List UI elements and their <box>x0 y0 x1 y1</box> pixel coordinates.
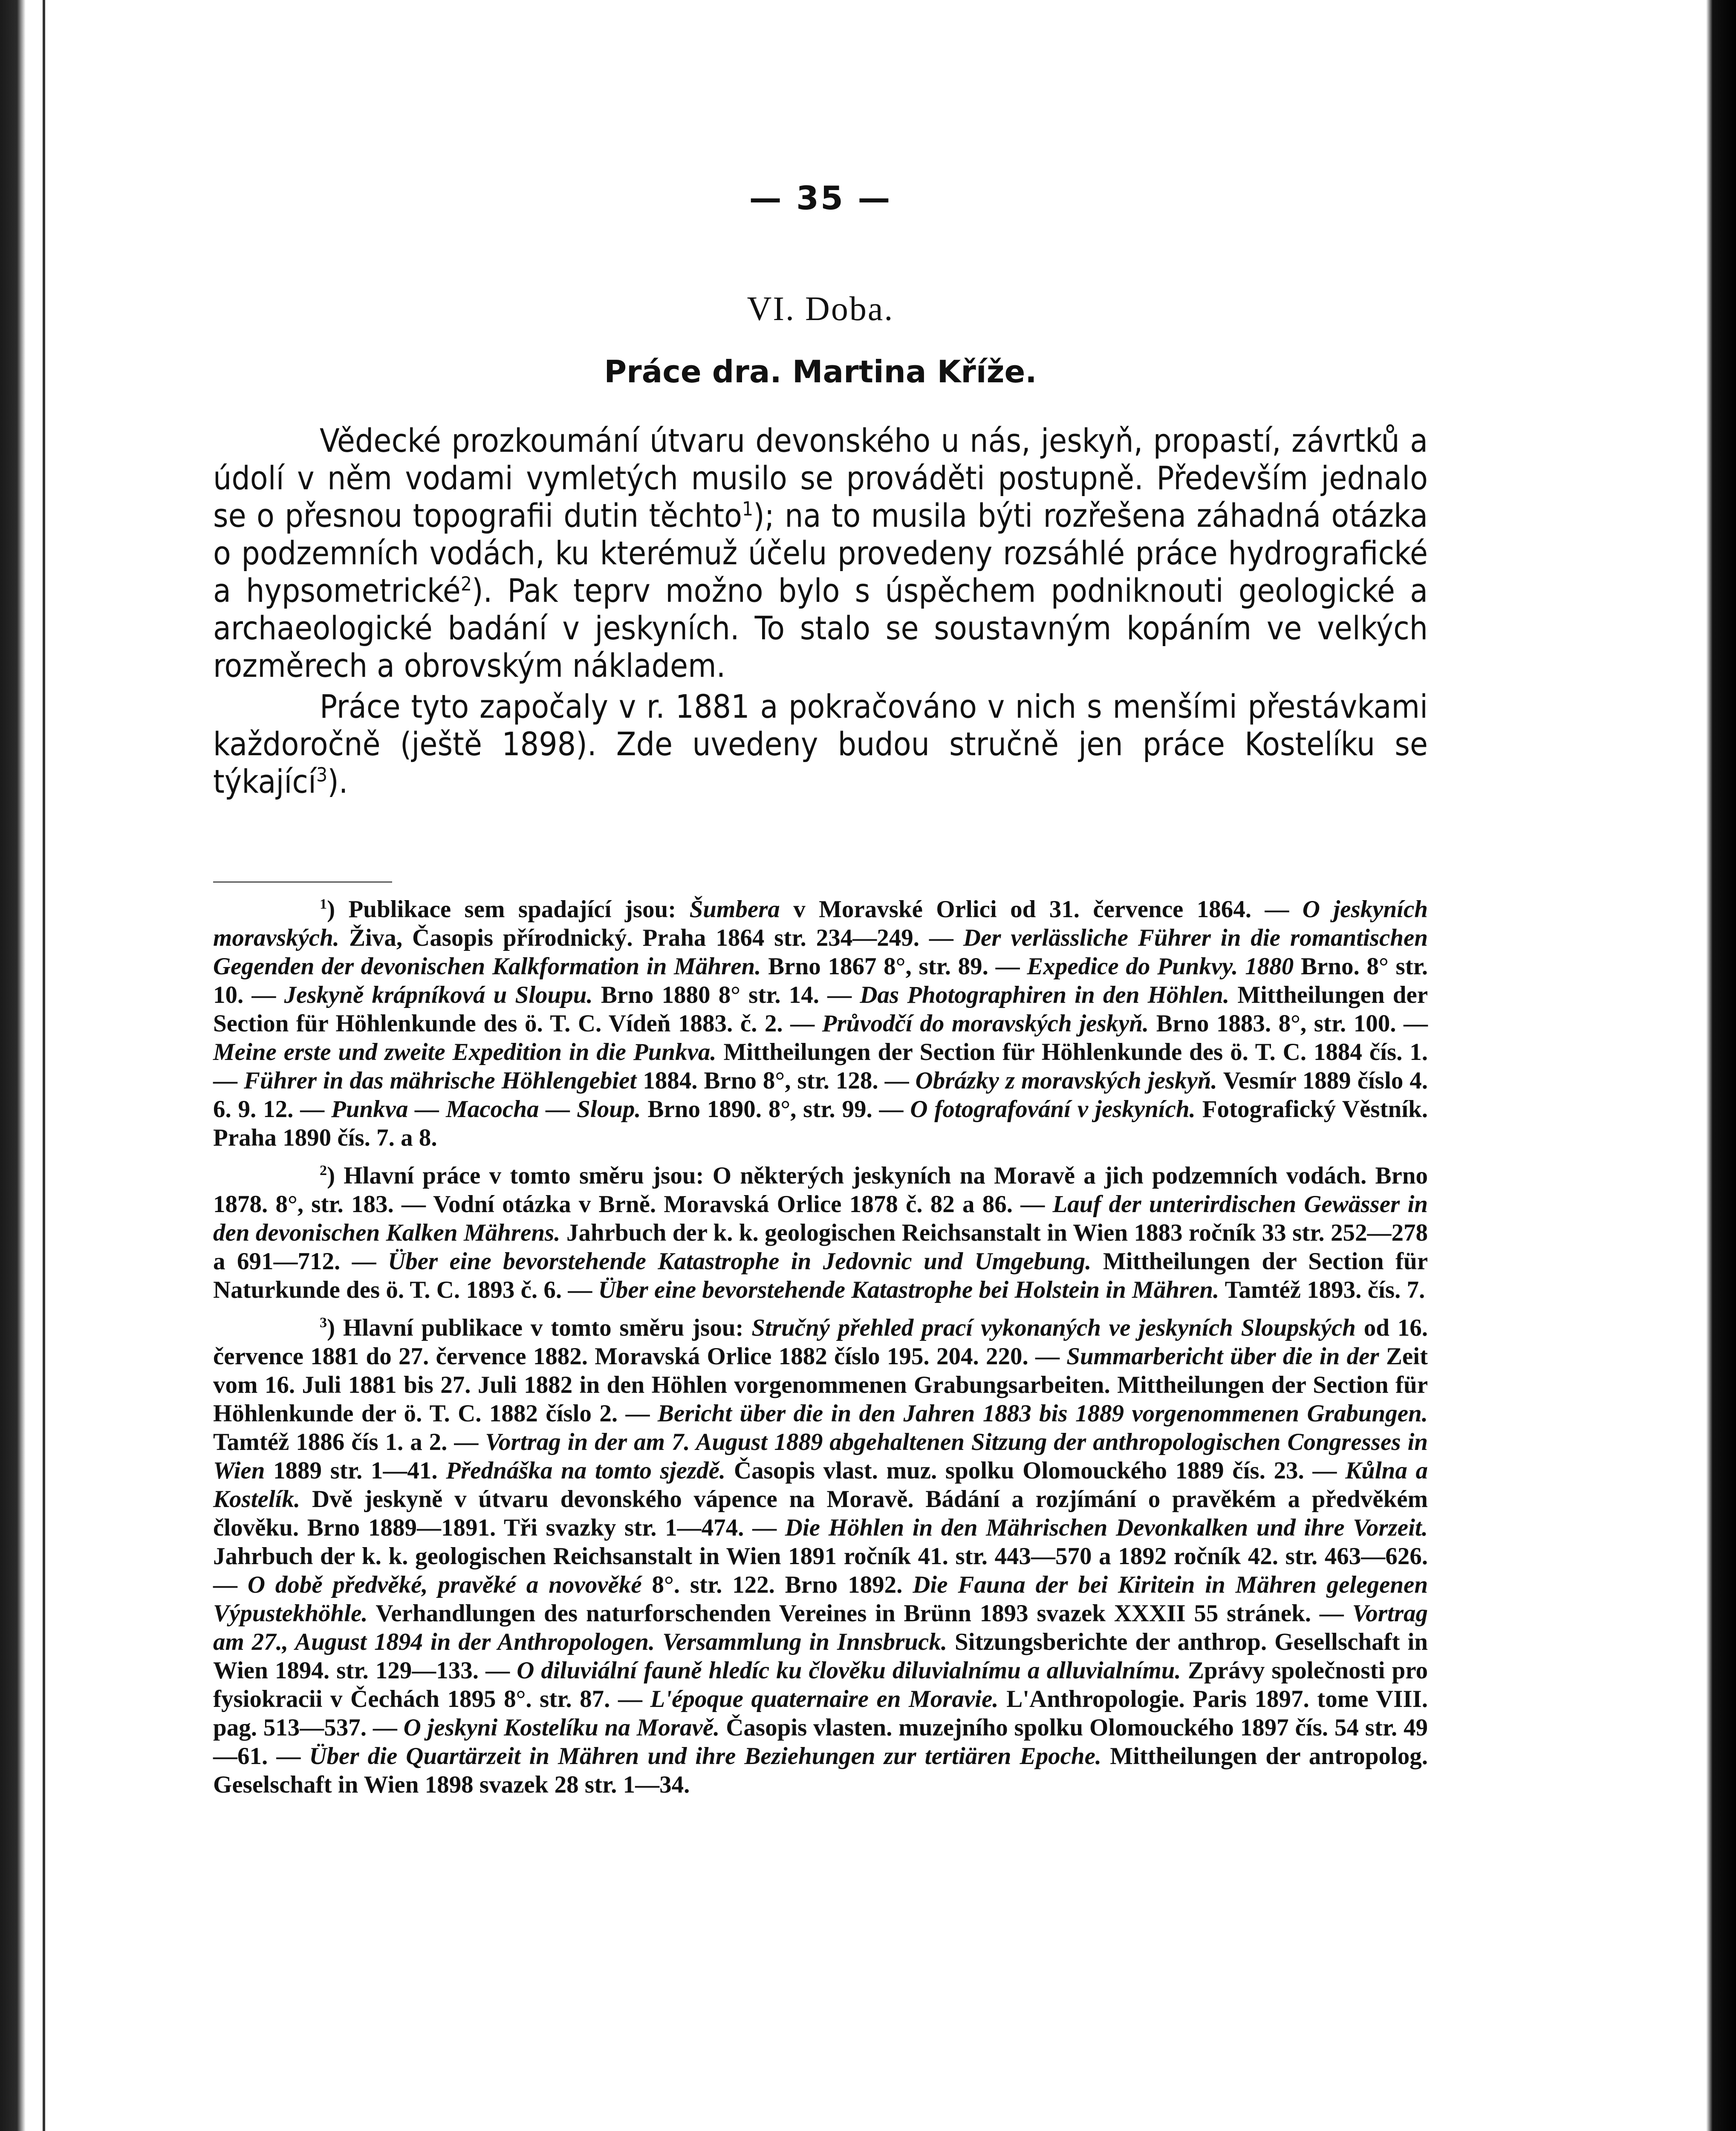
italic-title: Expedice do Punkvy. 1880 <box>1027 953 1294 980</box>
footnote-2-mark: 2 <box>320 1163 327 1178</box>
italic-title: Die Höhlen in den Mährischen Devonkalken und ihre Vorzeit. <box>785 1514 1428 1541</box>
italic-title: Das Photographiren in den Höhlen. <box>860 982 1230 1008</box>
scan-binding-line <box>43 0 45 2131</box>
citation-text: L'Anthropologie. Paris 1897. tome VIII. pag. 513—537. — <box>213 1686 1428 1741</box>
footnote-1-text <box>213 896 1428 1151</box>
italic-title: Vortrag in der am 7. August 1889 abgehaltenen Sitzung der anthropologischen Congresses in Wien <box>213 1429 1428 1484</box>
chapter-title: VI. Doba. <box>747 290 894 328</box>
citation-text: Verhandlungen des naturforschenden Vereines in Brünn 1893 svazek XXXII 55 stránek. — <box>367 1600 1352 1627</box>
italic-title: Vortrag am 27., August 1894 in der Anthropologen. Versammlung in Innsbruck. <box>213 1600 1428 1655</box>
italic-title: Summarbericht über die in der <box>1066 1343 1379 1370</box>
italic-title: Die Fauna der bei Kiritein in Mähren gelegenen Výpustekhöhle. <box>213 1571 1428 1627</box>
italic-title: Meine erste und zweite Expedition in die Punkva. <box>213 1039 716 1066</box>
footnote-3 <box>213 1314 1428 1799</box>
citation-text: Tamtéž 1893. čís. 7. <box>1219 1276 1425 1303</box>
citation-text: Mittheilungen der antropolog. Geselschaft in Wien 1898 svazek 28 str. 1—34. <box>213 1743 1428 1798</box>
citation-text: ) Hlavní práce v tomto směru jsou: O některých jeskyních na Moravě a jich podzemních vodách. Brno 1878. 8°, str. 183. — Vodní otázka v Brně. Moravská Orlice 1878 č. 82 a 86. — <box>213 1162 1428 1218</box>
citation-text: Jahrbuch der k. k. geologischen Reichsanstalt in Wien 1883 ročník 33 str. 252—278 a 691—712. — <box>213 1219 1428 1275</box>
paragraph-1-part-c: ). Pak teprv možno bylo s úspěchem podniknouti geologické a archaeologické badání v jeskyních. To stalo se soustavným kopáním ve velkých rozměrech a obrovským nákladem. <box>213 572 1428 684</box>
citation-text: Brno 1890. 8°, str. 99. — <box>641 1096 910 1123</box>
citation-text: Vesmír 1889 číslo 4. 6. 9. 12. — <box>213 1067 1428 1123</box>
citation-text: Živa, Časopis přírodnický. Praha 1864 str. 234—249. — <box>339 924 963 951</box>
citation-text: Jahrbuch der k. k. geologischen Reichsanstalt in Wien 1891 ročník 41. str. 443—570 a 1892 ročník 42. str. 463—626. — <box>213 1543 1428 1598</box>
italic-title: Kůlna a Kostelík. <box>213 1457 1428 1513</box>
citation-text: Brno 1867 8°, str. 89. — <box>761 953 1027 980</box>
citation-text: v Moravské Orlici od 31. července 1864. — <box>780 896 1303 923</box>
italic-title: Jeskyně krápníková u Sloupu. <box>284 982 593 1008</box>
italic-title: Der verlässliche Führer in die romantischen Gegenden der devonischen Kalkformation in Mähren. <box>213 924 1428 980</box>
citation-text: Fotografický Věstník. Praha 1890 čís. 7. a 8. <box>213 1096 1428 1151</box>
paragraph-1-part-b: ); na to musila býti rozřešena záhadná otázka o podzemních vodách, ku kterémuž účelu provedeny rozsáhlé práce hydrografické a hypsometrické <box>213 497 1428 609</box>
citation-text: Časopis vlast. muz. spolku Olomouckého 1889 čís. 23. — <box>725 1457 1346 1484</box>
footnotes <box>213 895 1428 1808</box>
italic-title: Průvodčí do moravských jeskyň. <box>822 1010 1149 1037</box>
citation-text: Mittheilungen der Section für Höhlenkunde des ö. T. C. Vídeň 1883. č. 2. — <box>213 982 1428 1037</box>
citation-text: 1889 str. 1—41. <box>265 1457 446 1484</box>
scan-left-edge <box>0 0 26 2131</box>
italic-title: O jeskyních moravských. <box>213 896 1428 951</box>
italic-title: Obrázky z moravských jeskyň. <box>915 1067 1217 1094</box>
citation-text: od 16. července 1881 do 27. července 1882. Moravská Orlice 1882 číslo 195. 204. 220. — <box>213 1314 1428 1370</box>
italic-title: Führer in das mährische Höhlengebiet <box>243 1067 637 1094</box>
footnote-2 <box>213 1161 1428 1304</box>
italic-title: Punkva — Macocha — Sloup. <box>331 1096 641 1123</box>
footnote-1-mark: 1 <box>320 896 327 912</box>
citation-text: ) Publikace sem spadající jsou: <box>327 896 690 923</box>
italic-title: Über eine bevorstehende Katastrophe bei Holstein in Mähren. <box>598 1276 1219 1303</box>
scan-right-edge <box>1706 0 1736 2131</box>
footnote-3-mark: 3 <box>320 1315 327 1331</box>
footnote-2-text <box>213 1162 1428 1303</box>
citation-text: Mittheilungen der Section für Naturkunde des ö. T. C. 1893 č. 6. — <box>213 1248 1428 1303</box>
italic-title: Lauf der unterirdischen Gewässer in den devonischen Kalken Mährens. <box>213 1191 1428 1246</box>
citation-text: ) Hlavní publikace v tomto směru jsou: <box>327 1314 752 1341</box>
paragraph-2 <box>213 688 1428 800</box>
citation-text: Mittheilungen der Section für Höhlenkunde des ö. T. C. 1884 čís. 1. — <box>213 1039 1428 1094</box>
citation-text: 1884. Brno 8°, str. 128. — <box>636 1067 916 1094</box>
paragraph-2-part-a: Práce tyto započaly v r. 1881 a pokračováno v nich s menšími přestávkami každoročně (ještě 1898). Zde uvedeny budou stručně jen práce Kostelíku se týkající <box>213 687 1428 800</box>
footnote-1 <box>213 895 1428 1152</box>
citation-text: Brno 1883. 8°, str. 100. — <box>1149 1010 1428 1037</box>
italic-title: Über eine bevorstehende Katastrophe in Jedovnic und Umgebung. <box>388 1248 1092 1275</box>
citation-text: Časopis vlasten. muzejního spolku Olomouckého 1897 čís. 54 str. 49—61. — <box>213 1714 1428 1770</box>
page-number: — 35 — <box>749 179 892 217</box>
footnote-divider <box>213 881 392 883</box>
citation-text: 8°. str. 122. Brno 1892. <box>641 1571 913 1598</box>
citation-text: Brno 1880 8° str. 14. — <box>592 982 860 1008</box>
footnote-3-text <box>213 1314 1428 1798</box>
italic-title: Šumbera <box>689 896 780 923</box>
footnote-ref-2: 2 <box>460 572 472 595</box>
section-title: Práce dra. Martina Kříže. <box>604 354 1037 390</box>
citation-text: Brno. 8° str. 10. — <box>213 953 1428 1008</box>
citation-text: Zeit vom 16. Juli 1881 bis 27. Juli 1882 in den Höhlen vorgenommenen Grabungsarbeiten. Mittheilungen der Section für Höhlenkunde der ö. T. C. 1882 číslo 2. — <box>213 1343 1428 1427</box>
footnote-ref-3: 3 <box>316 763 328 786</box>
citation-text: Tamtéž 1886 čís 1. a 2. — <box>213 1429 485 1455</box>
citation-text: Sitzungsberichte der anthrop. Gesellschaft in Wien 1894. str. 129—133. — <box>213 1629 1428 1684</box>
italic-title: Bericht über die in den Jahren 1883 bis 1889 vorgenommenen Grabungen. <box>657 1400 1428 1427</box>
italic-title: Přednáška na tomto sjezdě. <box>446 1457 726 1484</box>
italic-title: O době předvěké, pravěké a novověké <box>247 1571 642 1598</box>
italic-title: Stručný přehled prací vykonaných ve jeskyních Sloupských <box>751 1314 1356 1341</box>
main-text <box>213 422 1428 804</box>
italic-title: L'époque quaternaire en Moravie. <box>650 1686 999 1712</box>
citation-text: Zprávy společnosti pro fysiokracii v Čechách 1895 8°. str. 87. — <box>213 1657 1428 1712</box>
italic-title: Über die Quartärzeit in Mähren und ihre Beziehungen zur tertiären Epoche. <box>309 1743 1102 1770</box>
italic-title: O fotografování v jeskyních. <box>910 1096 1196 1123</box>
citation-text: Dvě jeskyně v útvaru devonského vápence na Moravě. Bádání a rozjímání o pravěkém a předvěkém člověku. Brno 1889—1891. Tři svazky str. 1—474. — <box>213 1486 1428 1541</box>
paragraph-1 <box>213 422 1428 684</box>
footnote-ref-1: 1 <box>742 497 754 520</box>
page-content <box>213 0 1428 2131</box>
italic-title: O diluviální fauně hledíc ku člověku diluvialnímu a alluvialnímu. <box>517 1657 1181 1684</box>
paragraph-1-part-a: Vědecké prozkoumání útvaru devonského u nás, jeskyň, propastí, závrtků a údolí v něm vodami vymletých musilo se prováděti postupně. Především jednalo se o přesnou topografii dutin těchto <box>213 422 1428 534</box>
italic-title: O jeskyni Kostelíku na Moravě. <box>403 1714 720 1741</box>
paragraph-2-part-b: ). <box>327 762 348 800</box>
